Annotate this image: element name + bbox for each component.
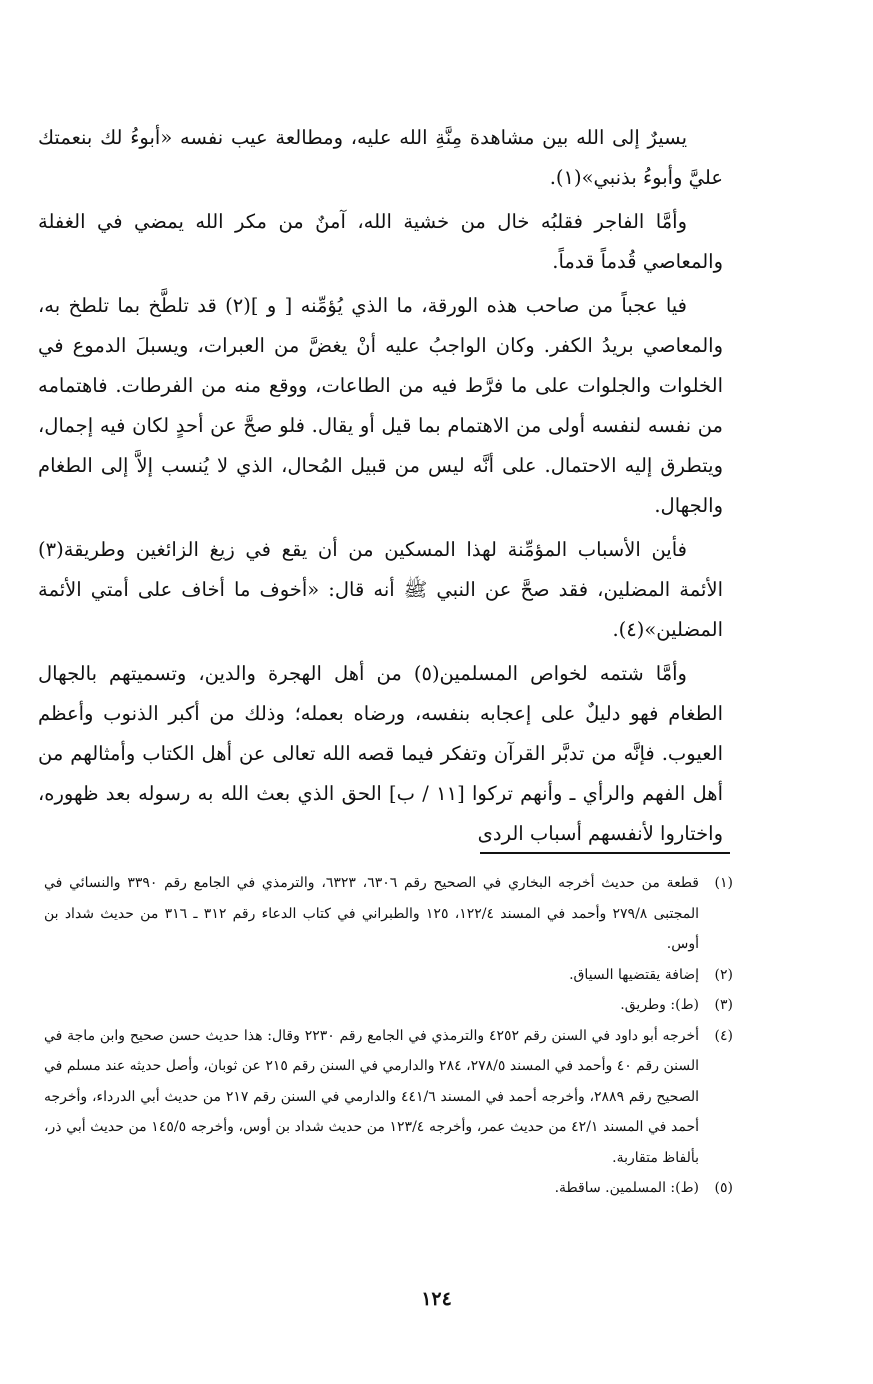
footnote-number: (١) bbox=[714, 875, 733, 891]
footnote-divider bbox=[480, 852, 730, 854]
paragraph: وأمَّا شتمه لخواص المسلمين(٥) من أهل الهجرة والدين، وتسميتهم بالجهال الطغام فهو دليلٌ على إعجابه بنفسه، ورضاه بعمله؛ وذلك من أكبر الذنوب وأعظم العيوب. فإنَّه من تدبَّر القرآن وتفكر فيما قصه الله تعالى عن أهل الكتاب وأمثالهم من أهل الفهم والرأي ـ وأنهم تركوا [١١ / ب] الحق الذي بعث الله به رسوله بعد ظهوره، واختاروا لأنفسهم أسباب الردى bbox=[38, 662, 724, 845]
page-number: ١٢٤ bbox=[421, 1288, 452, 1310]
footnote-text: (ط): وطريق. bbox=[620, 997, 699, 1013]
footnote-text: (ط): المسلمين. ساقطة. bbox=[554, 1180, 699, 1196]
paragraph: فأين الأسباب المؤمِّنة لهذا المسكين من أن يقع في زيغ الزائغين وطريقة(٣) الأئمة المضلين، فقد صحَّ عن النبي ﷺ أنه قال: «أخوف ما أخاف على أمتي الأئمة المضلين»(٤). bbox=[38, 538, 723, 641]
footnote-number: (٣) bbox=[714, 997, 733, 1013]
footnote bbox=[44, 1173, 733, 1204]
footnote-number: (٥) bbox=[714, 1180, 733, 1196]
footnote-number: (٢) bbox=[714, 966, 733, 983]
footnote bbox=[44, 990, 733, 1021]
footnote bbox=[44, 960, 733, 991]
footnote bbox=[44, 1021, 733, 1174]
footnotes bbox=[44, 868, 733, 1204]
main-text bbox=[38, 118, 723, 854]
paragraph: فيا عجباً من صاحب هذه الورقة، ما الذي يُؤمِّنه [ و ](٢) قد تلطَّخ بما تلطخ به، والمعاصي بريدُ الكفر. وكان الواجبُ عليه أنْ يغضَّ من العبرات، ويسبلَ الدموع في الخلوات والجلوات على ما فرَّط فيه من الطاعات، ووقع منه من الفرطات. فاهتمامه من نفسه لنفسه أولى من الاهتمام بما قيل أو يقال. فلو صحَّ عن أحدٍ لكان فيه إجمال، ويتطرق إليه الاحتمال. على أنَّه ليس من قبيل المُحال، الذي لا يُنسب إلاَّ إلى الطغام والجهال. bbox=[38, 294, 723, 517]
footnote-text: أخرجه أبو داود في السنن رقم ٤٢٥٢ والترمذي في الجامع رقم ٢٢٣٠ وقال: هذا حديث حسن صحيح وابن ماجة في السنن رقم ٤٠ وأحمد في المسند ٢٧٨/٥، ٢٨٤ والدارمي في السنن رقم ٢١٥ عن ثوبان، وأصل حديثه عند مسلم في الصحيح رقم ٢٨٨٩، وأخرجه أحمد في المسند ٤٤١/٦ والدارمي في السنن رقم ٢١٧ من حديث أبي الدرداء، وأخرجه أحمد في المسند ٤٢/١ من حديث عمر، وأخرجه ١٢٣/٤ من حديث شداد بن أوس، وأخرجه ١٤٥/٥ من حديث أبي ذر، بألفاظ متقاربة. bbox=[44, 1027, 700, 1166]
footnote-text: إضافة يقتضيها السياق. bbox=[569, 966, 699, 983]
paragraph: وأمَّا الفاجر فقلبُه خال من خشية الله، آمنٌ من مكر الله يمضي في الغفلة والمعاصي قُدماً قدماً. bbox=[38, 210, 723, 273]
footnote-number: (٤) bbox=[714, 1027, 733, 1044]
footnote bbox=[44, 868, 733, 960]
paragraph: يسيرٌ إلى الله بين مشاهدة مِنَّةِ الله عليه، ومطالعة عيب نفسه «أبوءُ لك بنعمتك عليَّ وأبوءُ بذنبي»(١). bbox=[38, 126, 723, 189]
footnote-text: قطعة من حديث أخرجه البخاري في الصحيح رقم ٦٣٠٦، ٦٣٢٣، والترمذي في الجامع رقم ٣٣٩٠ والنسائي في المجتبى ٢٧٩/٨ وأحمد في المسند ١٢٢/٤، ١٢٥ والطبراني في كتاب الدعاء رقم ٣١٢ ـ ٣١٦ من حديث شداد بن أوس. bbox=[44, 875, 699, 952]
